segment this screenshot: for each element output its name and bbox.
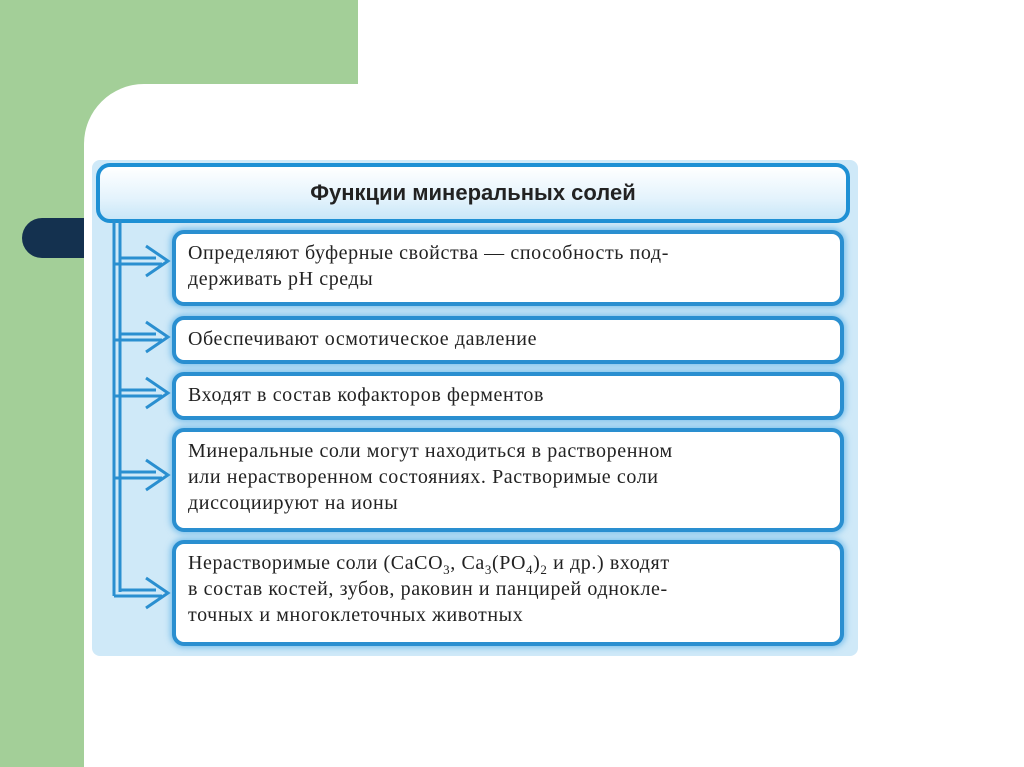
function-item-4 xyxy=(172,428,844,532)
arrow-item-4 xyxy=(114,460,168,490)
mineral-salts-functions-diagram xyxy=(92,160,862,660)
function-item-3 xyxy=(172,372,844,420)
function-item-5 xyxy=(172,540,844,646)
arrow-item-5 xyxy=(114,578,168,608)
diagram-title: Функции минеральных солей xyxy=(96,163,850,223)
slide-accent-tab xyxy=(22,218,84,258)
function-item-1 xyxy=(172,230,844,306)
item-5-line-2: в состав костей, зубов, раковин и панцирей однокле- xyxy=(188,578,668,600)
arrow-item-1 xyxy=(114,246,168,276)
item-5-line-1: Нерастворимые соли (CaCO$_3$, $Ca_3(PO_4)_2$ и др.) входят xyxy=(188,552,670,577)
item-5-line-3: точных и многоклеточных животных xyxy=(188,604,524,626)
item-1-line-1: Определяют буферные свойства — способность под- xyxy=(188,242,669,264)
item-2-line-1: Обеспечивают осмотическое давление xyxy=(188,328,538,350)
item-4-line-1: Минеральные соли могут находиться в растворенном xyxy=(188,440,673,462)
arrow-item-3 xyxy=(114,378,168,408)
item-1-line-2: держивать pH среды xyxy=(188,268,374,290)
item-4-line-2: или нерастворенном состояниях. Растворимые соли xyxy=(188,466,659,488)
arrow-item-2 xyxy=(114,322,168,352)
function-item-2 xyxy=(172,316,844,364)
item-4-line-3: диссоциируют на ионы xyxy=(188,492,399,514)
item-3-line-1: Входят в состав кофакторов ферментов xyxy=(188,384,545,406)
